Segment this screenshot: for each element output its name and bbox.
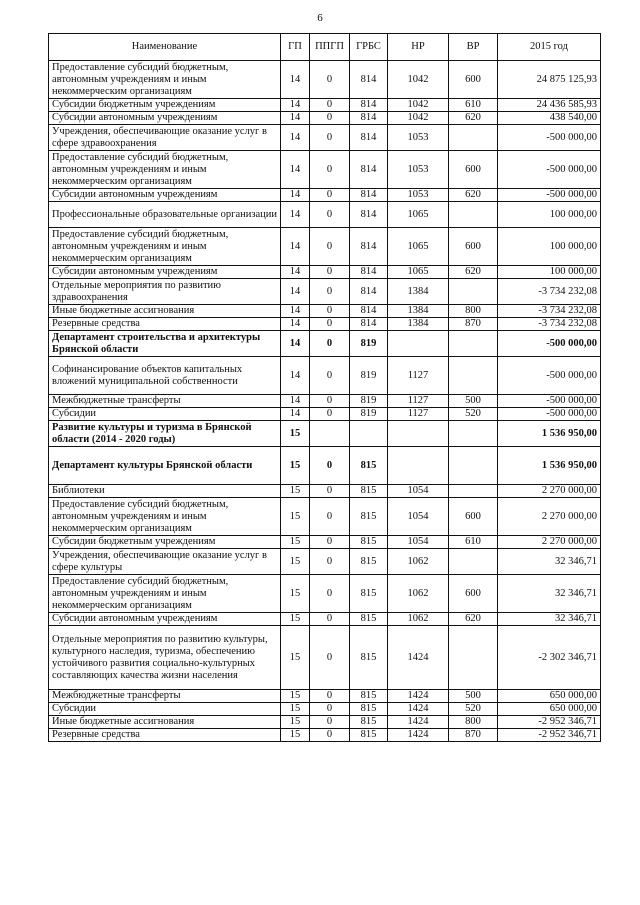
row-ppgp: 0 bbox=[310, 716, 350, 729]
row-grbs: 815 bbox=[350, 485, 388, 498]
row-nr: 1384 bbox=[388, 305, 449, 318]
row-ppgp bbox=[310, 421, 350, 447]
row-name: Субсидии автономным учреждениям bbox=[49, 189, 281, 202]
row-nr: 1424 bbox=[388, 690, 449, 703]
row-amount: 100 000,00 bbox=[498, 266, 601, 279]
row-vr: 800 bbox=[449, 716, 498, 729]
table-row bbox=[49, 305, 601, 318]
row-nr: 1054 bbox=[388, 536, 449, 549]
table-row bbox=[49, 613, 601, 626]
row-name: Департамент культуры Брянской области bbox=[49, 447, 281, 485]
row-grbs: 814 bbox=[350, 112, 388, 125]
row-grbs bbox=[350, 421, 388, 447]
row-vr bbox=[449, 626, 498, 690]
row-gp: 15 bbox=[281, 703, 310, 716]
row-ppgp: 0 bbox=[310, 549, 350, 575]
row-vr: 500 bbox=[449, 690, 498, 703]
row-gp: 14 bbox=[281, 189, 310, 202]
row-name: Субсидии автономным учреждениям bbox=[49, 266, 281, 279]
row-ppgp: 0 bbox=[310, 626, 350, 690]
table-row bbox=[49, 266, 601, 279]
table-row bbox=[49, 690, 601, 703]
row-amount: 100 000,00 bbox=[498, 228, 601, 266]
row-grbs: 814 bbox=[350, 228, 388, 266]
row-vr: 610 bbox=[449, 536, 498, 549]
row-gp: 15 bbox=[281, 626, 310, 690]
table-row bbox=[49, 357, 601, 395]
row-gp: 15 bbox=[281, 613, 310, 626]
row-name: Субсидии бюджетным учреждениям bbox=[49, 536, 281, 549]
row-nr bbox=[388, 421, 449, 447]
row-vr bbox=[449, 279, 498, 305]
row-gp: 14 bbox=[281, 331, 310, 357]
row-grbs: 815 bbox=[350, 729, 388, 742]
table-row bbox=[49, 626, 601, 690]
row-ppgp: 0 bbox=[310, 279, 350, 305]
row-grbs: 815 bbox=[350, 703, 388, 716]
row-vr: 870 bbox=[449, 318, 498, 331]
header-vr: ВР bbox=[449, 34, 498, 61]
table-row bbox=[49, 61, 601, 99]
row-nr: 1053 bbox=[388, 189, 449, 202]
row-nr bbox=[388, 331, 449, 357]
row-ppgp: 0 bbox=[310, 331, 350, 357]
row-amount: -3 734 232,08 bbox=[498, 305, 601, 318]
row-amount: 100 000,00 bbox=[498, 202, 601, 228]
row-ppgp: 0 bbox=[310, 575, 350, 613]
table-row bbox=[49, 151, 601, 189]
row-grbs: 819 bbox=[350, 331, 388, 357]
row-amount: 2 270 000,00 bbox=[498, 536, 601, 549]
row-name: Субсидии автономным учреждениям bbox=[49, 112, 281, 125]
row-name: Развитие культуры и туризма в Брянской области (2014 - 2020 годы) bbox=[49, 421, 281, 447]
row-nr: 1065 bbox=[388, 228, 449, 266]
row-gp: 14 bbox=[281, 61, 310, 99]
row-name: Субсидии автономным учреждениям bbox=[49, 613, 281, 626]
row-name: Субсидии бюджетным учреждениям bbox=[49, 99, 281, 112]
row-vr bbox=[449, 202, 498, 228]
row-ppgp: 0 bbox=[310, 99, 350, 112]
row-amount: 650 000,00 bbox=[498, 690, 601, 703]
row-gp: 14 bbox=[281, 151, 310, 189]
row-vr: 620 bbox=[449, 266, 498, 279]
row-vr: 600 bbox=[449, 228, 498, 266]
header-gp: ГП bbox=[281, 34, 310, 61]
row-grbs: 815 bbox=[350, 626, 388, 690]
row-gp: 15 bbox=[281, 690, 310, 703]
header-grbs: ГРБС bbox=[350, 34, 388, 61]
row-vr: 600 bbox=[449, 151, 498, 189]
table-row bbox=[49, 498, 601, 536]
row-grbs: 814 bbox=[350, 151, 388, 189]
table-row bbox=[49, 536, 601, 549]
table-body bbox=[49, 61, 601, 742]
row-name: Предоставление субсидий бюджетным, автономным учреждениям и иным некоммерческим организациям bbox=[49, 151, 281, 189]
row-name: Профессиональные образовательные организации bbox=[49, 202, 281, 228]
row-amount: 2 270 000,00 bbox=[498, 498, 601, 536]
row-vr: 520 bbox=[449, 703, 498, 716]
row-vr: 520 bbox=[449, 408, 498, 421]
row-grbs: 815 bbox=[350, 498, 388, 536]
row-gp: 15 bbox=[281, 536, 310, 549]
row-ppgp: 0 bbox=[310, 408, 350, 421]
row-nr: 1127 bbox=[388, 408, 449, 421]
row-nr: 1424 bbox=[388, 716, 449, 729]
row-nr: 1127 bbox=[388, 395, 449, 408]
row-ppgp: 0 bbox=[310, 61, 350, 99]
row-amount: 1 536 950,00 bbox=[498, 421, 601, 447]
row-amount: -500 000,00 bbox=[498, 331, 601, 357]
row-grbs: 814 bbox=[350, 99, 388, 112]
table-row bbox=[49, 202, 601, 228]
row-name: Межбюджетные трансферты bbox=[49, 690, 281, 703]
table-row bbox=[49, 228, 601, 266]
row-name: Отдельные мероприятия по развитию здравоохранения bbox=[49, 279, 281, 305]
header-ppgp: ППГП bbox=[310, 34, 350, 61]
row-ppgp: 0 bbox=[310, 536, 350, 549]
row-name: Библиотеки bbox=[49, 485, 281, 498]
row-vr: 800 bbox=[449, 305, 498, 318]
row-amount: -500 000,00 bbox=[498, 189, 601, 202]
row-gp: 15 bbox=[281, 498, 310, 536]
table-row bbox=[49, 575, 601, 613]
row-nr: 1384 bbox=[388, 318, 449, 331]
row-nr: 1053 bbox=[388, 151, 449, 189]
row-gp: 14 bbox=[281, 112, 310, 125]
row-gp: 14 bbox=[281, 357, 310, 395]
row-amount: -2 302 346,71 bbox=[498, 626, 601, 690]
row-grbs: 815 bbox=[350, 575, 388, 613]
row-nr: 1053 bbox=[388, 125, 449, 151]
row-name: Иные бюджетные ассигнования bbox=[49, 305, 281, 318]
row-gp: 14 bbox=[281, 266, 310, 279]
row-gp: 15 bbox=[281, 485, 310, 498]
table-row bbox=[49, 485, 601, 498]
row-amount: -500 000,00 bbox=[498, 395, 601, 408]
row-gp: 14 bbox=[281, 279, 310, 305]
row-vr: 870 bbox=[449, 729, 498, 742]
row-grbs: 815 bbox=[350, 536, 388, 549]
row-gp: 14 bbox=[281, 125, 310, 151]
table-row bbox=[49, 549, 601, 575]
row-amount: 1 536 950,00 bbox=[498, 447, 601, 485]
header-name: Наименование bbox=[49, 34, 281, 61]
row-name: Департамент строительства и архитектуры Брянской области bbox=[49, 331, 281, 357]
row-grbs: 815 bbox=[350, 549, 388, 575]
row-grbs: 814 bbox=[350, 202, 388, 228]
row-gp: 14 bbox=[281, 395, 310, 408]
row-ppgp: 0 bbox=[310, 613, 350, 626]
row-grbs: 819 bbox=[350, 408, 388, 421]
row-ppgp: 0 bbox=[310, 112, 350, 125]
row-name: Предоставление субсидий бюджетным, автономным учреждениям и иным некоммерческим организациям bbox=[49, 228, 281, 266]
table-row bbox=[49, 99, 601, 112]
row-grbs: 819 bbox=[350, 395, 388, 408]
row-vr bbox=[449, 549, 498, 575]
table-row bbox=[49, 318, 601, 331]
row-name: Отдельные мероприятия по развитию культуры, культурного наследия, туризма, обеспечению устойчивого развития социально-культурных составляющих качества жизни населения bbox=[49, 626, 281, 690]
table-row bbox=[49, 447, 601, 485]
row-grbs: 814 bbox=[350, 61, 388, 99]
row-grbs: 814 bbox=[350, 279, 388, 305]
row-amount: -500 000,00 bbox=[498, 357, 601, 395]
row-amount: 24 436 585,93 bbox=[498, 99, 601, 112]
row-name: Предоставление субсидий бюджетным, автономным учреждениям и иным некоммерческим организациям bbox=[49, 61, 281, 99]
row-vr: 610 bbox=[449, 99, 498, 112]
row-ppgp: 0 bbox=[310, 151, 350, 189]
row-vr bbox=[449, 421, 498, 447]
row-nr: 1062 bbox=[388, 613, 449, 626]
row-gp: 14 bbox=[281, 318, 310, 331]
row-name: Межбюджетные трансферты bbox=[49, 395, 281, 408]
row-amount: 32 346,71 bbox=[498, 549, 601, 575]
row-vr: 500 bbox=[449, 395, 498, 408]
row-name: Иные бюджетные ассигнования bbox=[49, 716, 281, 729]
table-row bbox=[49, 125, 601, 151]
row-name: Субсидии bbox=[49, 703, 281, 716]
row-name: Предоставление субсидий бюджетным, автономным учреждениям и иным некоммерческим организациям bbox=[49, 498, 281, 536]
row-ppgp: 0 bbox=[310, 703, 350, 716]
row-vr: 620 bbox=[449, 189, 498, 202]
row-vr: 620 bbox=[449, 112, 498, 125]
row-amount: 32 346,71 bbox=[498, 575, 601, 613]
row-grbs: 814 bbox=[350, 266, 388, 279]
row-nr: 1042 bbox=[388, 99, 449, 112]
row-ppgp: 0 bbox=[310, 202, 350, 228]
row-ppgp: 0 bbox=[310, 395, 350, 408]
row-nr: 1054 bbox=[388, 498, 449, 536]
header-nr: НР bbox=[388, 34, 449, 61]
row-name: Предоставление субсидий бюджетным, автономным учреждениям и иным некоммерческим организациям bbox=[49, 575, 281, 613]
row-gp: 14 bbox=[281, 202, 310, 228]
row-vr bbox=[449, 357, 498, 395]
row-ppgp: 0 bbox=[310, 228, 350, 266]
row-ppgp: 0 bbox=[310, 690, 350, 703]
row-ppgp: 0 bbox=[310, 485, 350, 498]
table-row bbox=[49, 189, 601, 202]
row-amount: -500 000,00 bbox=[498, 151, 601, 189]
row-amount: -2 952 346,71 bbox=[498, 716, 601, 729]
row-grbs: 815 bbox=[350, 613, 388, 626]
row-gp: 14 bbox=[281, 408, 310, 421]
row-gp: 15 bbox=[281, 421, 310, 447]
row-amount: 32 346,71 bbox=[498, 613, 601, 626]
row-amount: -3 734 232,08 bbox=[498, 318, 601, 331]
row-grbs: 819 bbox=[350, 357, 388, 395]
row-nr: 1065 bbox=[388, 266, 449, 279]
table-row bbox=[49, 331, 601, 357]
row-vr bbox=[449, 331, 498, 357]
row-nr: 1127 bbox=[388, 357, 449, 395]
row-name: Учреждения, обеспечивающие оказание услуг в сфере культуры bbox=[49, 549, 281, 575]
row-nr: 1424 bbox=[388, 703, 449, 716]
row-gp: 14 bbox=[281, 228, 310, 266]
row-nr: 1062 bbox=[388, 549, 449, 575]
row-grbs: 815 bbox=[350, 690, 388, 703]
row-ppgp: 0 bbox=[310, 318, 350, 331]
row-amount: -2 952 346,71 bbox=[498, 729, 601, 742]
row-name: Учреждения, обеспечивающие оказание услуг в сфере здравоохранения bbox=[49, 125, 281, 151]
row-grbs: 814 bbox=[350, 125, 388, 151]
row-nr: 1062 bbox=[388, 575, 449, 613]
table-row bbox=[49, 408, 601, 421]
row-grbs: 814 bbox=[350, 318, 388, 331]
table-row bbox=[49, 112, 601, 125]
row-amount: -500 000,00 bbox=[498, 125, 601, 151]
row-nr: 1042 bbox=[388, 112, 449, 125]
table-row bbox=[49, 421, 601, 447]
row-gp: 15 bbox=[281, 549, 310, 575]
row-nr bbox=[388, 447, 449, 485]
table-row bbox=[49, 279, 601, 305]
row-amount: 24 875 125,93 bbox=[498, 61, 601, 99]
row-gp: 15 bbox=[281, 729, 310, 742]
row-ppgp: 0 bbox=[310, 729, 350, 742]
row-name: Резервные средства bbox=[49, 729, 281, 742]
row-vr: 620 bbox=[449, 613, 498, 626]
row-gp: 15 bbox=[281, 447, 310, 485]
row-amount: -500 000,00 bbox=[498, 408, 601, 421]
row-amount: 650 000,00 bbox=[498, 703, 601, 716]
budget-table bbox=[48, 33, 601, 742]
row-vr: 600 bbox=[449, 61, 498, 99]
row-amount: -3 734 232,08 bbox=[498, 279, 601, 305]
row-grbs: 814 bbox=[350, 305, 388, 318]
row-ppgp: 0 bbox=[310, 189, 350, 202]
row-name: Резервные средства bbox=[49, 318, 281, 331]
row-ppgp: 0 bbox=[310, 498, 350, 536]
row-name: Софинансирование объектов капитальных вложений муниципальной собственности bbox=[49, 357, 281, 395]
row-grbs: 814 bbox=[350, 189, 388, 202]
row-gp: 14 bbox=[281, 99, 310, 112]
page-number: 6 bbox=[317, 12, 323, 24]
row-amount: 2 270 000,00 bbox=[498, 485, 601, 498]
table-row bbox=[49, 395, 601, 408]
table-row bbox=[49, 729, 601, 742]
row-vr bbox=[449, 125, 498, 151]
table-row bbox=[49, 716, 601, 729]
row-vr: 600 bbox=[449, 498, 498, 536]
row-vr bbox=[449, 485, 498, 498]
row-nr: 1424 bbox=[388, 729, 449, 742]
row-grbs: 815 bbox=[350, 716, 388, 729]
row-vr: 600 bbox=[449, 575, 498, 613]
row-ppgp: 0 bbox=[310, 125, 350, 151]
row-nr: 1424 bbox=[388, 626, 449, 690]
row-nr: 1384 bbox=[388, 279, 449, 305]
table-row bbox=[49, 703, 601, 716]
row-ppgp: 0 bbox=[310, 357, 350, 395]
row-vr bbox=[449, 447, 498, 485]
row-amount: 438 540,00 bbox=[498, 112, 601, 125]
row-ppgp: 0 bbox=[310, 266, 350, 279]
row-ppgp: 0 bbox=[310, 447, 350, 485]
row-ppgp: 0 bbox=[310, 305, 350, 318]
row-nr: 1042 bbox=[388, 61, 449, 99]
header-year: 2015 год bbox=[498, 34, 601, 61]
row-gp: 15 bbox=[281, 716, 310, 729]
table-header-row bbox=[49, 34, 601, 61]
row-grbs: 815 bbox=[350, 447, 388, 485]
row-gp: 14 bbox=[281, 305, 310, 318]
row-nr: 1054 bbox=[388, 485, 449, 498]
row-nr: 1065 bbox=[388, 202, 449, 228]
row-name: Субсидии bbox=[49, 408, 281, 421]
row-gp: 15 bbox=[281, 575, 310, 613]
